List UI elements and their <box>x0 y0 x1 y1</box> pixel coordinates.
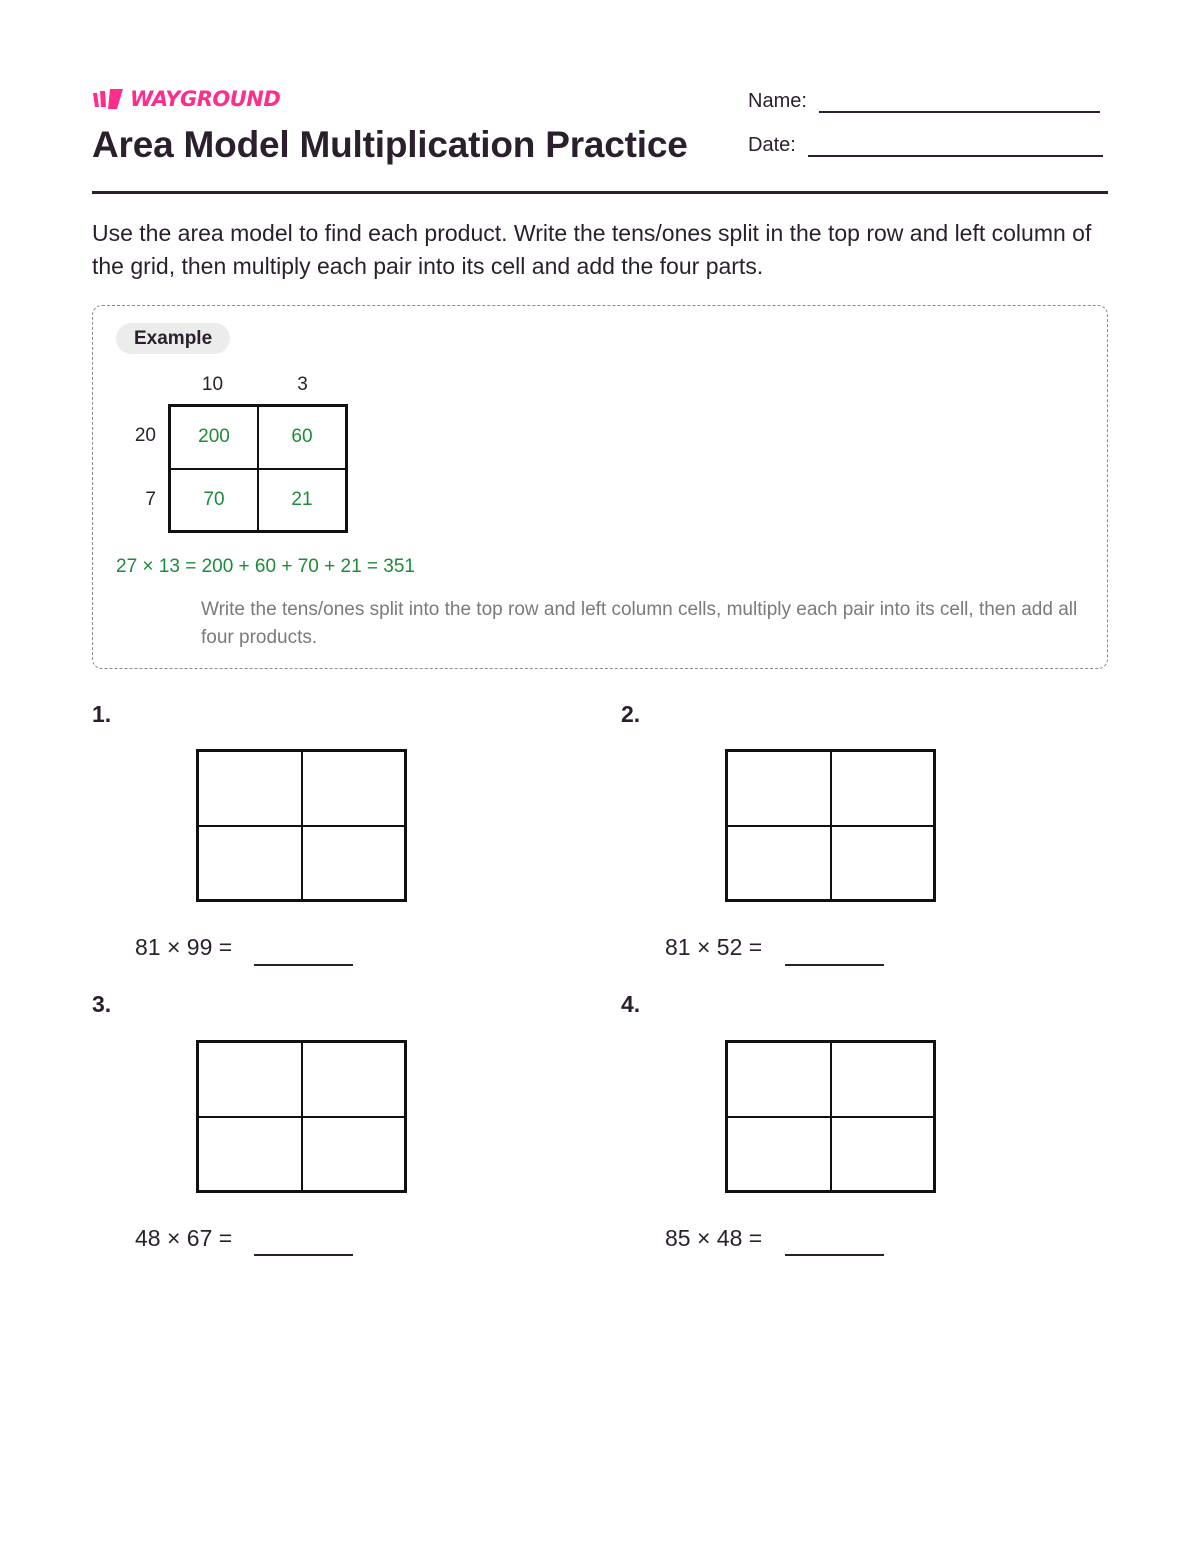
date-field[interactable] <box>748 134 1103 157</box>
grid-cell[interactable] <box>198 1117 302 1192</box>
example-equation: 27 × 13 = 200 + 60 + 70 + 21 = 351 <box>116 556 415 577</box>
example-top-ones: 3 <box>297 374 308 395</box>
grid-cell[interactable] <box>831 1042 935 1117</box>
answer-line[interactable] <box>785 1254 884 1256</box>
problem-area-grid[interactable] <box>196 1040 407 1193</box>
answer-line[interactable] <box>785 964 884 966</box>
grid-cell[interactable] <box>198 1042 302 1117</box>
grid-cell[interactable] <box>831 1117 935 1192</box>
problem-expression: 85 × 48 = <box>665 1225 763 1251</box>
example-badge: Example <box>116 323 230 354</box>
date-label: Date: <box>748 134 796 156</box>
wayground-logo-icon <box>92 87 124 111</box>
answer-line[interactable] <box>254 1254 353 1256</box>
page-title: Area Model Multiplication Practice <box>92 124 688 165</box>
date-input-line[interactable] <box>808 137 1103 157</box>
problem-area-grid[interactable] <box>196 749 407 902</box>
grid-cell[interactable] <box>302 1042 406 1117</box>
grid-cell[interactable] <box>302 1117 406 1192</box>
example-cell: 60 <box>258 406 346 469</box>
name-input-line[interactable] <box>819 93 1100 113</box>
grid-cell[interactable] <box>198 751 302 826</box>
grid-cell[interactable] <box>831 751 935 826</box>
example-cell: 21 <box>258 469 346 532</box>
problem-area-grid[interactable] <box>725 749 936 902</box>
brand-logo <box>92 87 280 111</box>
example-top-tens: 10 <box>201 374 224 395</box>
answer-line[interactable] <box>254 964 353 966</box>
grid-cell[interactable] <box>727 1042 831 1117</box>
problem-area-grid[interactable] <box>725 1040 936 1193</box>
example-left-tens: 20 <box>134 425 156 446</box>
grid-cell[interactable] <box>198 826 302 901</box>
example-left-ones: 7 <box>145 489 156 510</box>
problem-expression: 81 × 52 = <box>665 934 763 960</box>
problem-number: 2. <box>621 701 641 727</box>
grid-cell[interactable] <box>727 826 831 901</box>
example-note: Write the tens/ones split into the top row and left column cells, multiply each pair into its cell, then add all four products. <box>201 599 1078 648</box>
example-cell: 200 <box>170 406 258 469</box>
problem-number: 4. <box>621 991 641 1017</box>
problem-number: 1. <box>92 701 112 727</box>
example-cell: 70 <box>170 469 258 532</box>
name-label: Name: <box>748 90 807 112</box>
problem-expression: 48 × 67 = <box>135 1225 233 1251</box>
brand-name: WAYGROUND <box>130 87 281 111</box>
grid-cell[interactable] <box>302 751 406 826</box>
header-divider <box>92 191 1108 194</box>
example-area-grid <box>168 404 348 533</box>
problem-expression: 81 × 99 = <box>135 934 233 960</box>
name-field[interactable] <box>748 90 1100 113</box>
grid-cell[interactable] <box>727 751 831 826</box>
grid-cell[interactable] <box>302 826 406 901</box>
grid-cell[interactable] <box>727 1117 831 1192</box>
problem-number: 3. <box>92 991 112 1017</box>
instructions: Use the area model to find each product. Write the tens/ones split in the top row and left column of the grid, then multiply each pair into its cell and add the four parts. <box>92 220 1092 279</box>
grid-cell[interactable] <box>831 826 935 901</box>
